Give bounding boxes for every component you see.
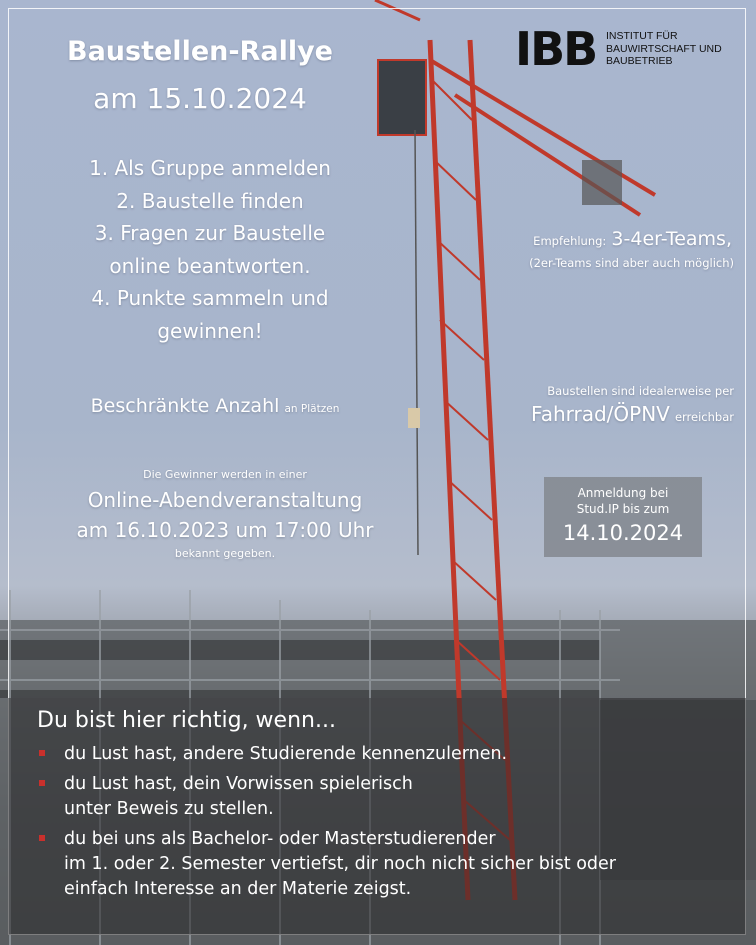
bullet-icon [39, 750, 45, 756]
registration-line2: Stud.IP bis zum [576, 502, 670, 516]
limited-places [30, 395, 400, 417]
winners-pre: Die Gewinner werden in einer [143, 468, 307, 481]
audience-intro: Du bist hier richtig, wenn... [37, 708, 336, 733]
transport-small: erreichbar [674, 410, 734, 424]
audience-list [37, 742, 737, 907]
list-item-line: du Lust hast, dein Vorwissen spielerisch [64, 774, 413, 794]
step-line: online beantworten. [109, 253, 311, 278]
limited-small: an Plätzen [284, 403, 340, 415]
list-item [37, 772, 737, 822]
recommendation-value: 3-4er-Teams, [611, 228, 732, 250]
ibb-logo-text [606, 30, 746, 68]
transport-big: Fahrrad/ÖPNV [531, 402, 670, 426]
list-item-line: du Lust hast, andere Studierende kennenzulernen. [64, 744, 508, 764]
bullet-icon [39, 780, 45, 786]
step-line: 4. Punkte sammeln und [91, 286, 329, 310]
list-item-line: im 1. oder 2. Semester vertiefst, dir noch nicht sicher bist oder [64, 854, 616, 874]
rally-date: am 15.10.2024 [93, 82, 307, 115]
logo-text-line: BAUWIRTSCHAFT UND [606, 42, 722, 55]
winners-event-line1: Online-Abendveranstaltung [87, 488, 363, 512]
list-item-line: unter Beweis zu stellen. [64, 799, 274, 819]
steps-list [40, 152, 380, 347]
step-line: 2. Baustelle finden [116, 188, 304, 213]
team-recommendation [480, 228, 732, 250]
recommendation-label: Empfehlung: [533, 234, 607, 248]
winners-event [40, 485, 410, 545]
registration-line1: Anmeldung bei [577, 486, 669, 500]
step-line: gewinnen! [157, 318, 263, 343]
limited-big: Beschränkte Anzahl [90, 395, 280, 417]
winners-event-line2: am 16.10.2023 um 17:00 Uhr [76, 518, 374, 542]
ibb-logo: IBB [515, 22, 597, 76]
registration-date: 14.10.2024 [562, 521, 684, 545]
transport-mode [470, 402, 734, 426]
step-line: 3. Fragen zur Baustelle [94, 221, 326, 245]
list-item [37, 742, 737, 767]
logo-text-line: INSTITUT FÜR [606, 30, 678, 42]
transport-note: Baustellen sind idealerweise per [547, 384, 734, 398]
step-line: 1. Als Gruppe anmelden [89, 156, 331, 180]
list-item [37, 827, 737, 902]
recommendation-note: (2er-Teams sind aber auch möglich) [529, 256, 734, 270]
winners-post: bekannt gegeben. [174, 547, 276, 560]
bullet-icon [39, 835, 45, 841]
list-item-line: einfach Interesse an der Materie zeigst. [64, 879, 412, 899]
logo-text-line: BAUBETRIEB [606, 55, 673, 67]
list-item-line: du bei uns als Bachelor- oder Masterstudierender [64, 829, 496, 849]
registration-box [544, 477, 702, 557]
rally-title: Baustellen-Rallye [67, 36, 333, 67]
